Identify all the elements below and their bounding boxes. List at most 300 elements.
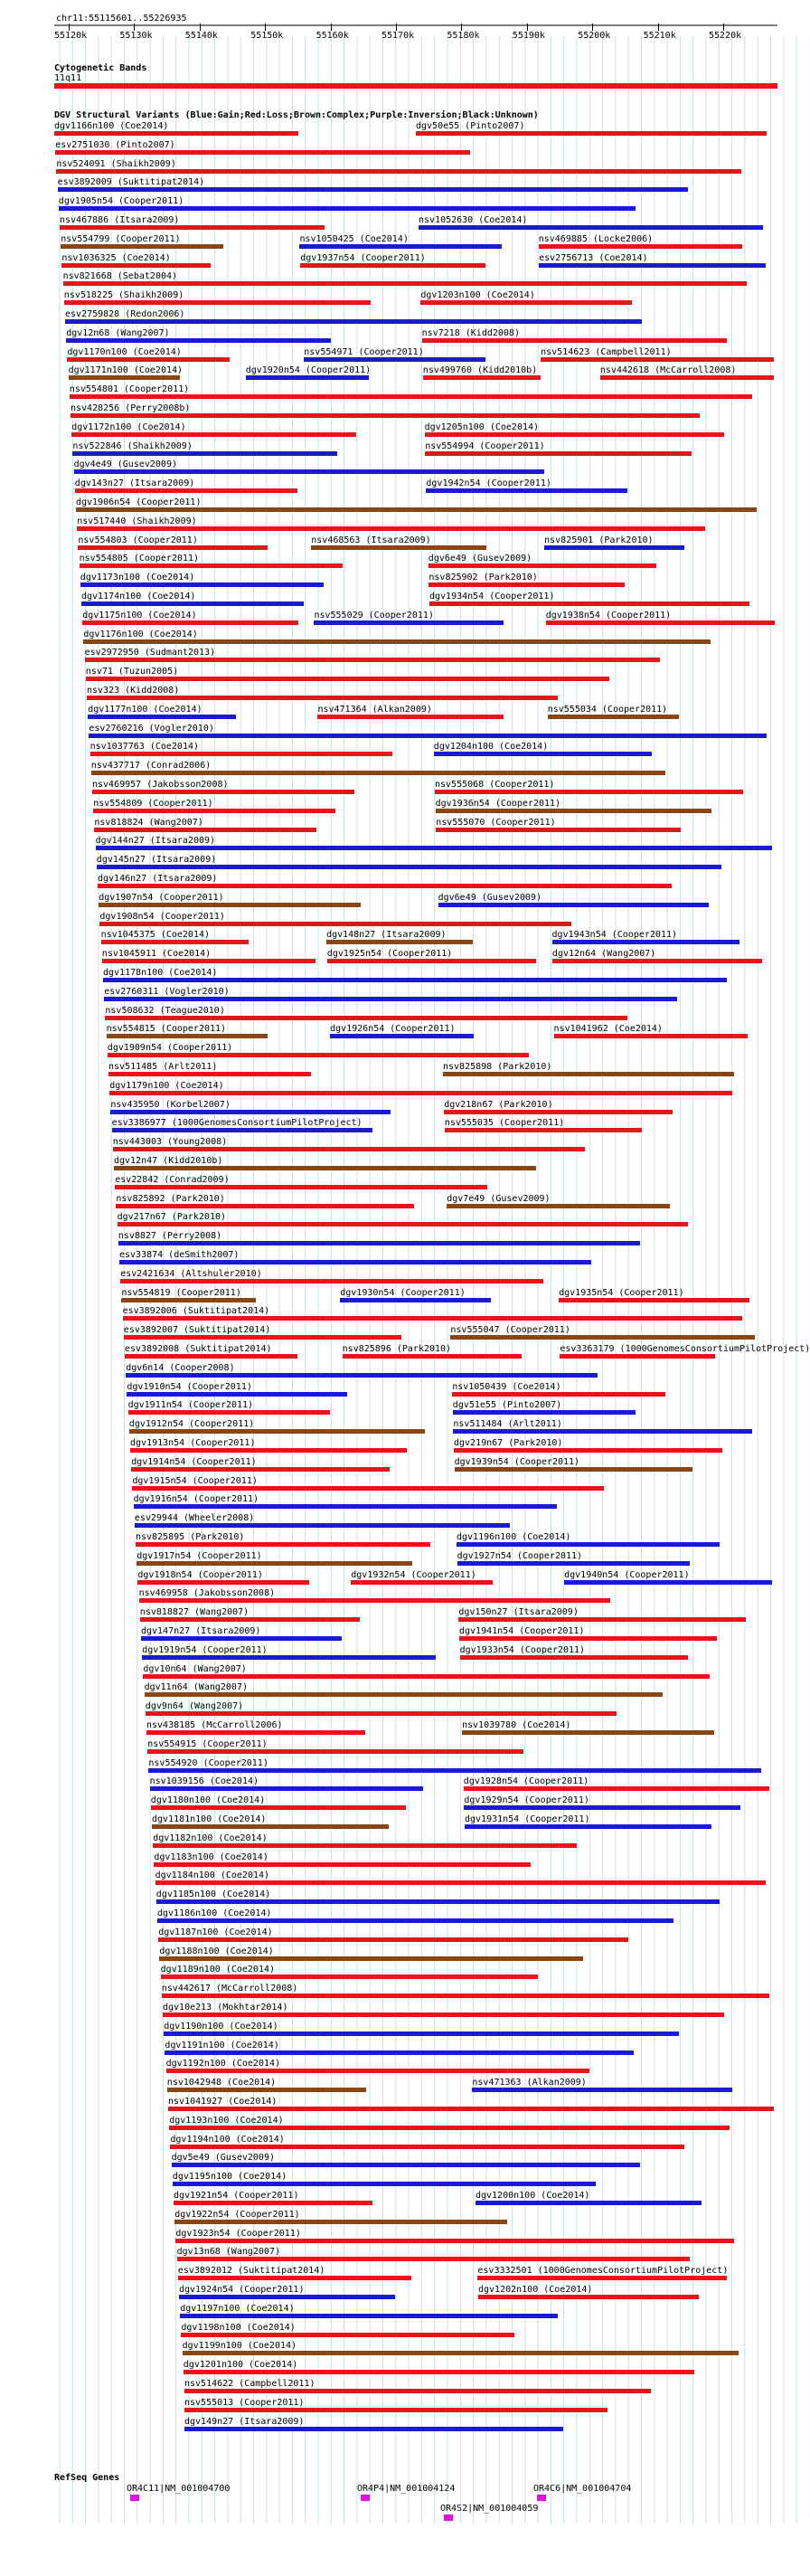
variant-bar[interactable]: [127, 1392, 347, 1397]
variant-label[interactable]: dgv9n64 (Wang2007): [145, 1701, 244, 1712]
variant-label[interactable]: dgv1938n54 (Cooper2011): [545, 610, 672, 620]
variant-bar[interactable]: [70, 394, 752, 399]
variant-label[interactable]: dgv1203n100 (Coe2014): [420, 290, 535, 301]
variant-label[interactable]: nsv524091 (Shaikh2009): [56, 158, 176, 169]
variant-bar[interactable]: [178, 2276, 411, 2280]
variant-bar[interactable]: [71, 413, 700, 418]
variant-label[interactable]: dgv1202n100 (Coe2014): [478, 2285, 593, 2295]
variant-label[interactable]: nsv522846 (Shaikh2009): [72, 440, 193, 451]
variant-bar[interactable]: [154, 1862, 531, 1867]
variant-label[interactable]: dgv218n67 (Park2010): [444, 1099, 553, 1110]
variant-bar[interactable]: [340, 1298, 491, 1302]
variant-label[interactable]: nsv469885 (Locke2006): [538, 233, 654, 244]
variant-label[interactable]: nsv1041962 (Coe2014): [553, 1024, 663, 1035]
variant-label[interactable]: dgv7e49 (Gusev2009): [447, 1193, 551, 1204]
variant-bar[interactable]: [419, 225, 763, 230]
variant-bar[interactable]: [429, 601, 749, 606]
variant-label[interactable]: dgv150n27 (Itsara2009): [458, 1607, 579, 1618]
variant-bar[interactable]: [173, 2182, 596, 2186]
variant-bar[interactable]: [112, 1128, 372, 1132]
gene-exon[interactable]: [130, 2495, 139, 2501]
variant-label[interactable]: nsv1041927 (Coe2014): [168, 2097, 278, 2107]
variant-label[interactable]: nsv825895 (Park2010): [136, 1532, 245, 1542]
variant-label[interactable]: nsv511484 (Arlt2011): [453, 1419, 562, 1430]
variant-bar[interactable]: [134, 1504, 557, 1509]
variant-label[interactable]: dgv144n27 (Itsara2009): [95, 836, 216, 847]
variant-bar[interactable]: [60, 225, 325, 230]
variant-bar[interactable]: [82, 620, 298, 625]
variant-label[interactable]: dgv1943n54 (Cooper2011): [551, 930, 678, 941]
variant-label[interactable]: dgv1910n54 (Cooper2011): [127, 1381, 252, 1392]
variant-label[interactable]: esv2760311 (Vogler2010): [104, 986, 230, 997]
variant-bar[interactable]: [75, 488, 298, 493]
variant-bar[interactable]: [462, 1730, 714, 1735]
variant-bar[interactable]: [89, 734, 767, 738]
variant-label[interactable]: nsv468563 (Itsara2009): [311, 535, 431, 545]
variant-label[interactable]: esv3386977 (1000GenomesConsortiumPilotProject): [111, 1118, 363, 1129]
variant-bar[interactable]: [115, 1185, 487, 1189]
variant-label[interactable]: esv29944 (Wheeler2008): [134, 1513, 255, 1524]
variant-bar[interactable]: [464, 1786, 769, 1791]
variant-label[interactable]: dgv1180n100 (Coe2014): [150, 1795, 266, 1806]
variant-label[interactable]: dgv1909n54 (Cooper2011): [107, 1043, 233, 1054]
variant-label[interactable]: nsv442618 (McCarroll2008): [599, 365, 737, 376]
variant-bar[interactable]: [164, 2031, 679, 2036]
variant-label[interactable]: dgv1924n54 (Cooper2011): [179, 2285, 305, 2295]
variant-label[interactable]: nsv514623 (Campbell2011): [541, 346, 672, 357]
variant-bar[interactable]: [119, 1260, 591, 1264]
variant-bar[interactable]: [98, 884, 672, 888]
variant-label[interactable]: dgv1916n54 (Cooper2011): [133, 1494, 259, 1505]
variant-bar[interactable]: [539, 263, 766, 268]
variant-label[interactable]: dgv1184n100 (Coe2014): [155, 1870, 270, 1881]
variant-bar[interactable]: [114, 1166, 536, 1170]
variant-label[interactable]: nsv442617 (McCarroll2008): [161, 1984, 298, 1994]
variant-bar[interactable]: [559, 1298, 749, 1302]
variant-label[interactable]: dgv1942n54 (Cooper2011): [426, 478, 551, 489]
variant-bar[interactable]: [108, 1053, 530, 1057]
variant-label[interactable]: dgv1908n54 (Cooper2011): [99, 911, 225, 922]
variant-bar[interactable]: [118, 1241, 640, 1245]
variant-label[interactable]: nsv554805 (Cooper2011): [79, 554, 200, 564]
variant-label[interactable]: esv22842 (Conrad2009): [115, 1174, 230, 1185]
variant-label[interactable]: dgv5e49 (Gusev2009): [171, 2153, 275, 2164]
variant-label[interactable]: dgv1931n54 (Cooper2011): [465, 1814, 590, 1824]
gene-exon[interactable]: [361, 2495, 370, 2501]
variant-label[interactable]: dgv1166n100 (Coe2014): [54, 121, 169, 131]
variant-bar[interactable]: [140, 1617, 360, 1622]
variant-label[interactable]: nsv467886 (Itsara2009): [60, 215, 180, 225]
variant-label[interactable]: dgv1198n100 (Coe2014): [181, 2322, 296, 2333]
variant-bar[interactable]: [96, 846, 772, 850]
variant-bar[interactable]: [180, 2314, 558, 2318]
variant-bar[interactable]: [459, 1636, 717, 1641]
variant-bar[interactable]: [92, 790, 354, 794]
variant-label[interactable]: dgv1912n54 (Cooper2011): [128, 1419, 255, 1430]
variant-bar[interactable]: [129, 1429, 425, 1434]
variant-bar[interactable]: [78, 545, 268, 550]
variant-label[interactable]: dgv1197n100 (Coe2014): [180, 2303, 295, 2314]
variant-label[interactable]: dgv1196n100 (Coe2014): [457, 1532, 571, 1542]
variant-bar[interactable]: [155, 1880, 766, 1885]
variant-label[interactable]: nsv1039780 (Coe2014): [462, 1720, 571, 1730]
variant-bar[interactable]: [58, 187, 689, 192]
variant-label[interactable]: nsv555035 (Cooper2011): [444, 1118, 565, 1129]
variant-label[interactable]: dgv1171n100 (Coe2014): [68, 365, 184, 376]
variant-label[interactable]: dgv12n68 (Wang2007): [66, 327, 170, 338]
variant-bar[interactable]: [110, 1110, 391, 1114]
variant-label[interactable]: nsv8827 (Perry2008): [118, 1231, 222, 1242]
variant-label[interactable]: nsv471363 (Alkan2009): [472, 2078, 587, 2088]
variant-bar[interactable]: [435, 790, 743, 794]
variant-label[interactable]: nsv818827 (Wang2007): [139, 1607, 250, 1618]
variant-label[interactable]: nsv825901 (Park2010): [544, 535, 654, 545]
variant-bar[interactable]: [476, 2201, 702, 2205]
variant-label[interactable]: nsv555034 (Cooper2011): [547, 704, 668, 715]
variant-bar[interactable]: [148, 1768, 760, 1773]
variant-bar[interactable]: [546, 620, 775, 625]
variant-bar[interactable]: [478, 2295, 699, 2299]
variant-label[interactable]: dgv1932n54 (Cooper2011): [351, 1569, 476, 1580]
variant-label[interactable]: dgv145n27 (Itsara2009): [96, 855, 217, 866]
variant-label[interactable]: nsv469957 (Jakobsson2008): [92, 780, 229, 790]
variant-label[interactable]: dgv147n27 (Itsara2009): [141, 1626, 261, 1636]
variant-bar[interactable]: [124, 1335, 401, 1340]
variant-label[interactable]: dgv1927n54 (Cooper2011): [457, 1550, 583, 1561]
variant-bar[interactable]: [177, 2257, 690, 2261]
variant-bar[interactable]: [460, 1655, 688, 1660]
variant-bar[interactable]: [136, 1542, 430, 1547]
variant-label[interactable]: dgv6e49 (Gusev2009): [438, 892, 542, 903]
variant-label[interactable]: dgv1919n54 (Cooper2011): [142, 1644, 268, 1655]
variant-label[interactable]: esv2751030 (Pinto2007): [55, 139, 175, 150]
variant-label[interactable]: dgv1192n100 (Coe2014): [165, 2059, 281, 2069]
variant-label[interactable]: dgv1189n100 (Coe2014): [160, 1965, 276, 1975]
variant-label[interactable]: dgv1920n54 (Cooper2011): [245, 365, 372, 376]
variant-label[interactable]: dgv1174n100 (Coe2014): [81, 592, 196, 601]
variant-label[interactable]: dgv1933n54 (Cooper2011): [459, 1644, 586, 1655]
gene-label[interactable]: OR4S2|NM_001004059: [440, 2504, 539, 2514]
variant-bar[interactable]: [416, 131, 767, 136]
variant-label[interactable]: dgv51e55 (Pinto2007): [452, 1400, 562, 1411]
variant-label[interactable]: nsv555068 (Cooper2011): [435, 780, 555, 790]
variant-bar[interactable]: [472, 2088, 731, 2092]
variant-bar[interactable]: [91, 771, 666, 775]
variant-bar[interactable]: [139, 1598, 610, 1603]
variant-label[interactable]: esv33874 (deSmith2007): [119, 1250, 240, 1260]
variant-label[interactable]: dgv13n68 (Wang2007): [176, 2247, 280, 2258]
variant-bar[interactable]: [311, 545, 486, 550]
variant-label[interactable]: dgv1170n100 (Coe2014): [67, 346, 182, 357]
variant-label[interactable]: dgv1941n54 (Cooper2011): [459, 1626, 585, 1636]
variant-label[interactable]: dgv1175n100 (Coe2014): [82, 610, 197, 620]
variant-bar[interactable]: [159, 1956, 582, 1961]
variant-label[interactable]: dgv12n47 (Kidd2010b): [114, 1156, 223, 1166]
variant-bar[interactable]: [454, 1448, 722, 1453]
variant-bar[interactable]: [83, 639, 711, 644]
variant-bar[interactable]: [560, 1354, 714, 1359]
variant-label[interactable]: dgv1939n54 (Cooper2011): [454, 1456, 580, 1467]
variant-label[interactable]: esv3892009 (Suktitipat2014): [57, 177, 205, 188]
variant-bar[interactable]: [146, 1730, 365, 1735]
variant-label[interactable]: dgv1917n54 (Cooper2011): [137, 1550, 262, 1561]
variant-label[interactable]: dgv1178n100 (Coe2014): [103, 968, 218, 978]
variant-bar[interactable]: [425, 432, 724, 437]
variant-label[interactable]: dgv4e49 (Gusev2009): [73, 459, 177, 470]
variant-bar[interactable]: [67, 357, 230, 362]
variant-bar[interactable]: [436, 828, 680, 832]
variant-label[interactable]: dgv1913n54 (Cooper2011): [130, 1438, 256, 1448]
variant-bar[interactable]: [168, 2107, 774, 2111]
variant-bar[interactable]: [183, 2351, 739, 2355]
variant-label[interactable]: nsv555013 (Cooper2011): [184, 2397, 305, 2408]
variant-label[interactable]: nsv323 (Kidd2008): [87, 686, 180, 696]
variant-bar[interactable]: [423, 375, 541, 380]
variant-bar[interactable]: [126, 1373, 598, 1378]
variant-bar[interactable]: [87, 696, 558, 700]
variant-bar[interactable]: [455, 1467, 692, 1472]
variant-label[interactable]: dgv143n27 (Itsara2009): [74, 478, 195, 489]
variant-bar[interactable]: [181, 2333, 513, 2337]
variant-bar[interactable]: [59, 206, 636, 211]
variant-bar[interactable]: [174, 2201, 372, 2205]
variant-bar[interactable]: [145, 1692, 664, 1697]
variant-label[interactable]: nsv554809 (Cooper2011): [93, 798, 213, 809]
variant-bar[interactable]: [113, 1147, 585, 1151]
variant-label[interactable]: dgv1915n54 (Cooper2011): [132, 1475, 258, 1486]
variant-bar[interactable]: [118, 1222, 689, 1226]
variant-label[interactable]: dgv1911n54 (Cooper2011): [127, 1400, 254, 1411]
variant-bar[interactable]: [434, 752, 652, 756]
variant-label[interactable]: dgv1921n54 (Cooper2011): [174, 2191, 299, 2201]
variant-label[interactable]: dgv149n27 (Itsara2009): [184, 2416, 305, 2427]
variant-bar[interactable]: [326, 940, 473, 944]
variant-bar[interactable]: [457, 1561, 691, 1566]
variant-label[interactable]: nsv1036325 (Coe2014): [61, 252, 171, 263]
variant-label[interactable]: esv3892006 (Suktitipat2014): [122, 1306, 270, 1317]
variant-bar[interactable]: [330, 1034, 474, 1038]
variant-bar[interactable]: [425, 451, 692, 456]
variant-bar[interactable]: [105, 1016, 627, 1020]
variant-bar[interactable]: [90, 752, 393, 756]
variant-label[interactable]: esv3332501 (1000GenomesConsortiumPilotProject): [477, 2266, 729, 2277]
variant-label[interactable]: esv3892008 (Suktitipat2014): [125, 1344, 272, 1354]
variant-label[interactable]: nsv825902 (Park2010): [429, 573, 538, 583]
variant-label[interactable]: dgv1201n100 (Coe2014): [183, 2360, 298, 2371]
variant-bar[interactable]: [184, 2427, 563, 2431]
variant-label[interactable]: dgv6e49 (Gusev2009): [428, 554, 532, 564]
variant-label[interactable]: dgv1204n100 (Coe2014): [433, 742, 549, 753]
variant-label[interactable]: nsv554799 (Cooper2011): [61, 233, 181, 244]
variant-bar[interactable]: [167, 2088, 366, 2092]
variant-label[interactable]: dgv10n64 (Wang2007): [143, 1663, 247, 1674]
variant-label[interactable]: dgv6n14 (Cooper2008): [126, 1362, 235, 1373]
variant-bar[interactable]: [76, 507, 757, 512]
variant-label[interactable]: dgv1177n100 (Coe2014): [88, 704, 202, 715]
variant-label[interactable]: esv2756713 (Coe2014): [539, 252, 648, 263]
variant-bar[interactable]: [169, 2126, 729, 2130]
variant-bar[interactable]: [552, 940, 740, 944]
variant-label[interactable]: nsv554971 (Cooper2011): [304, 346, 424, 357]
gene-label[interactable]: OR4C6|NM_001004704: [533, 2484, 632, 2494]
gene-label[interactable]: OR4C11|NM_001004700: [127, 2484, 231, 2494]
variant-bar[interactable]: [146, 1711, 617, 1716]
variant-label[interactable]: nsv1045911 (Coe2014): [101, 949, 212, 960]
variant-bar[interactable]: [120, 1279, 543, 1283]
variant-bar[interactable]: [317, 715, 503, 719]
variant-label[interactable]: dgv1929n54 (Cooper2011): [464, 1795, 589, 1806]
variant-bar[interactable]: [63, 281, 747, 286]
variant-bar[interactable]: [125, 1354, 297, 1359]
variant-bar[interactable]: [172, 2163, 640, 2167]
variant-label[interactable]: nsv555070 (Cooper2011): [436, 817, 556, 828]
variant-bar[interactable]: [93, 809, 335, 813]
variant-bar[interactable]: [314, 620, 503, 625]
variant-bar[interactable]: [477, 2276, 726, 2280]
variant-label[interactable]: nsv818824 (Wang2007): [94, 817, 203, 828]
variant-label[interactable]: nsv471364 (Alkan2009): [317, 704, 432, 715]
variant-bar[interactable]: [554, 1034, 749, 1038]
variant-label[interactable]: nsv514622 (Campbell2011): [184, 2379, 316, 2389]
variant-bar[interactable]: [137, 1561, 412, 1566]
variant-label[interactable]: dgv219n67 (Park2010): [454, 1438, 563, 1448]
variant-bar[interactable]: [304, 357, 485, 362]
variant-label[interactable]: dgv1195n100 (Coe2014): [172, 2172, 287, 2183]
variant-bar[interactable]: [107, 1034, 268, 1038]
variant-label[interactable]: dgv1925n54 (Cooper2011): [326, 949, 453, 960]
variant-label[interactable]: nsv1039156 (Coe2014): [149, 1776, 259, 1787]
variant-bar[interactable]: [152, 1824, 389, 1829]
variant-bar[interactable]: [300, 263, 485, 268]
variant-label[interactable]: dgv1934n54 (Cooper2011): [429, 592, 555, 601]
variant-label[interactable]: nsv554819 (Cooper2011): [121, 1287, 241, 1298]
variant-bar[interactable]: [147, 1749, 523, 1754]
variant-label[interactable]: nsv554803 (Cooper2011): [78, 535, 198, 545]
variant-label[interactable]: dgv1183n100 (Coe2014): [154, 1852, 268, 1862]
variant-bar[interactable]: [170, 2145, 684, 2149]
variant-bar[interactable]: [85, 658, 660, 662]
variant-label[interactable]: nsv1045375 (Coe2014): [100, 930, 211, 941]
variant-bar[interactable]: [143, 1674, 709, 1679]
variant-bar[interactable]: [564, 1580, 772, 1585]
variant-bar[interactable]: [86, 677, 609, 681]
variant-bar[interactable]: [101, 940, 250, 944]
variant-label[interactable]: dgv217n67 (Park2010): [117, 1212, 227, 1223]
variant-label[interactable]: dgv1914n54 (Cooper2011): [131, 1456, 257, 1467]
variant-bar[interactable]: [65, 319, 642, 324]
variant-label[interactable]: dgv146n27 (Itsara2009): [98, 874, 218, 884]
variant-bar[interactable]: [438, 903, 709, 907]
variant-bar[interactable]: [142, 1655, 436, 1660]
variant-label[interactable]: nsv825898 (Park2010): [443, 1062, 552, 1072]
variant-bar[interactable]: [458, 1617, 746, 1622]
variant-label[interactable]: dgv1190n100 (Coe2014): [164, 2021, 278, 2031]
variant-label[interactable]: nsv554801 (Cooper2011): [69, 384, 190, 395]
variant-bar[interactable]: [457, 1542, 720, 1547]
variant-bar[interactable]: [165, 2050, 634, 2055]
variant-label[interactable]: esv2421634 (Altshuler2010): [120, 1268, 262, 1279]
variant-bar[interactable]: [153, 1843, 577, 1848]
variant-label[interactable]: dgv1937n54 (Cooper2011): [300, 252, 426, 263]
variant-label[interactable]: nsv7218 (Kidd2008): [421, 327, 520, 338]
variant-bar[interactable]: [56, 169, 741, 174]
gene-exon[interactable]: [537, 2495, 546, 2501]
variant-bar[interactable]: [420, 300, 632, 305]
variant-label[interactable]: nsv1052630 (Coe2014): [419, 215, 528, 225]
variant-label[interactable]: nsv508632 (Teague2010): [105, 1005, 225, 1016]
variant-bar[interactable]: [429, 582, 625, 587]
variant-bar[interactable]: [443, 1072, 734, 1076]
variant-label[interactable]: nsv555029 (Cooper2011): [314, 610, 434, 620]
variant-label[interactable]: nsv438185 (McCarroll2006): [146, 1720, 283, 1730]
variant-bar[interactable]: [465, 1824, 711, 1829]
variant-label[interactable]: nsv437717 (Conrad2006): [90, 761, 212, 772]
variant-bar[interactable]: [426, 488, 626, 493]
variant-label[interactable]: nsv1042948 (Coe2014): [166, 2078, 277, 2088]
variant-bar[interactable]: [184, 2389, 651, 2393]
variant-label[interactable]: dgv1940n54 (Cooper2011): [564, 1569, 690, 1580]
variant-bar[interactable]: [102, 959, 316, 963]
variant-bar[interactable]: [135, 1523, 510, 1528]
variant-bar[interactable]: [166, 2069, 589, 2073]
variant-bar[interactable]: [156, 1899, 720, 1904]
variant-bar[interactable]: [69, 375, 180, 380]
variant-bar[interactable]: [132, 1486, 604, 1491]
variant-label[interactable]: dgv1928n54 (Cooper2011): [463, 1776, 589, 1787]
variant-bar[interactable]: [55, 150, 469, 155]
variant-label[interactable]: dgv1194n100 (Coe2014): [170, 2134, 285, 2145]
variant-bar[interactable]: [71, 432, 356, 437]
variant-label[interactable]: esv2760216 (Vogler2010): [89, 723, 214, 734]
variant-label[interactable]: esv3892007 (Suktitipat2014): [123, 1325, 271, 1336]
variant-bar[interactable]: [99, 922, 571, 926]
variant-bar[interactable]: [121, 1298, 256, 1302]
variant-label[interactable]: nsv428256 (Perry2008b): [71, 403, 191, 413]
variant-bar[interactable]: [444, 1110, 673, 1114]
variant-bar[interactable]: [97, 865, 721, 869]
variant-bar[interactable]: [81, 601, 304, 606]
variant-bar[interactable]: [151, 1805, 406, 1810]
variant-bar[interactable]: [61, 263, 211, 268]
variant-label[interactable]: nsv499760 (Kidd2010b): [422, 365, 538, 376]
variant-bar[interactable]: [137, 1580, 309, 1585]
variant-bar[interactable]: [450, 1335, 755, 1340]
variant-label[interactable]: dgv1193n100 (Coe2014): [169, 2115, 284, 2126]
variant-label[interactable]: dgv1181n100 (Coe2014): [152, 1814, 267, 1824]
variant-label[interactable]: nsv1050439 (Coe2014): [452, 1381, 561, 1392]
variant-label[interactable]: dgv1918n54 (Cooper2011): [137, 1569, 263, 1580]
variant-label[interactable]: dgv1926n54 (Cooper2011): [330, 1024, 456, 1035]
variant-bar[interactable]: [436, 809, 712, 813]
variant-bar[interactable]: [246, 375, 370, 380]
variant-label[interactable]: nsv1050425 (Coe2014): [299, 233, 409, 244]
variant-bar[interactable]: [88, 715, 236, 719]
variant-label[interactable]: dgv1187n100 (Coe2014): [158, 1927, 273, 1937]
variant-label[interactable]: nsv555047 (Cooper2011): [450, 1325, 570, 1336]
variant-bar[interactable]: [179, 2295, 395, 2299]
variant-label[interactable]: dgv1923n54 (Cooper2011): [175, 2228, 301, 2239]
variant-bar[interactable]: [343, 1354, 523, 1359]
variant-bar[interactable]: [184, 2408, 608, 2412]
variant-label[interactable]: dgv1188n100 (Coe2014): [159, 1946, 274, 1956]
variant-bar[interactable]: [94, 828, 316, 832]
variant-label[interactable]: nsv1037763 (Coe2014): [89, 742, 200, 753]
variant-label[interactable]: dgv1930n54 (Cooper2011): [340, 1287, 466, 1298]
variant-label[interactable]: dgv1176n100 (Coe2014): [83, 629, 198, 639]
variant-label[interactable]: esv2759828 (Redon2006): [65, 309, 185, 319]
variant-bar[interactable]: [422, 338, 727, 343]
variant-bar[interactable]: [123, 1316, 742, 1321]
